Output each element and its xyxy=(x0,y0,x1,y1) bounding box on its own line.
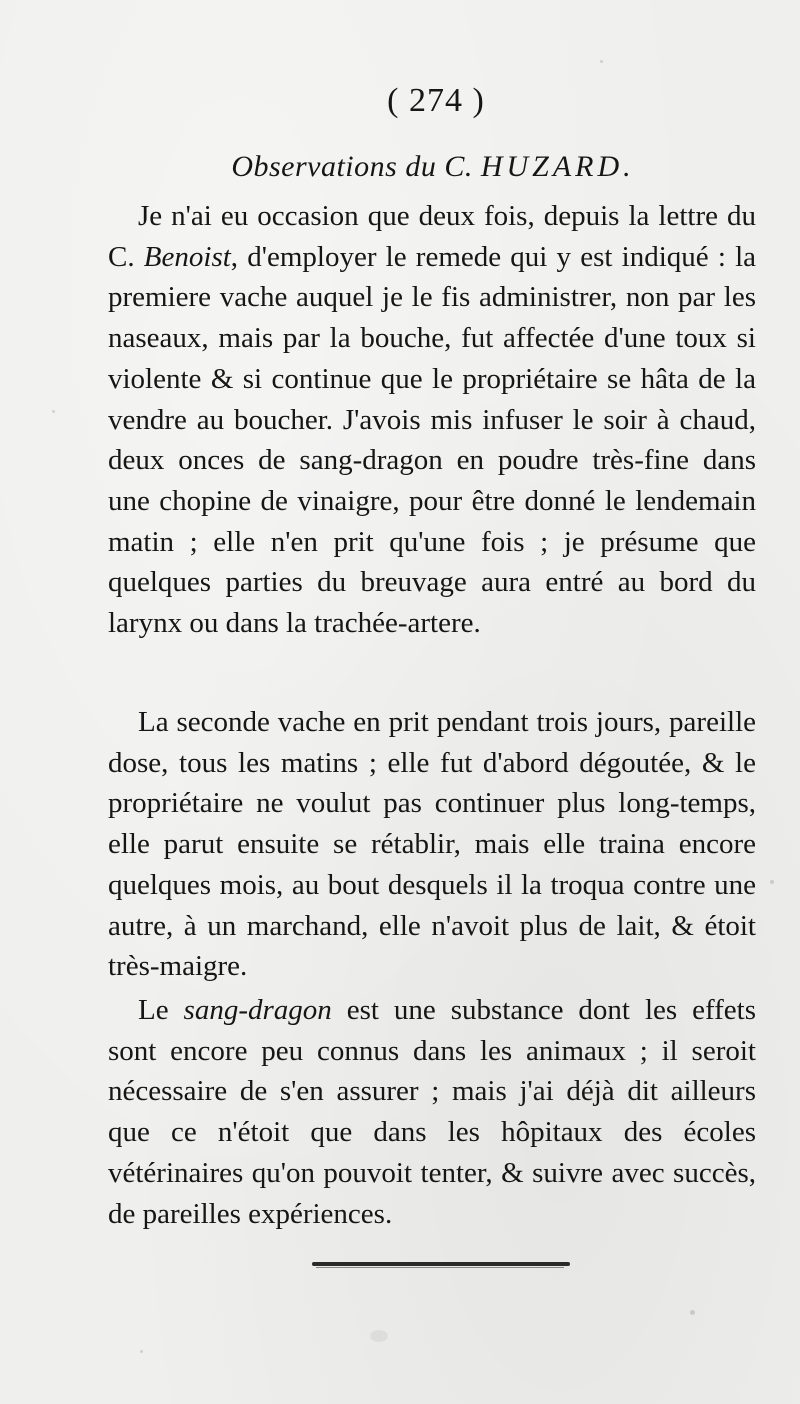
paper-speck xyxy=(690,1310,695,1315)
paragraph-text-before: Je n'ai eu occasion que deux fois, depuis la lettre du C. xyxy=(108,200,756,273)
paragraph-text-after: est une substance dont les effets sont encore peu connus dans les animaux ; il seroit nécessaire de s'en assurer ; mais j'ai déjà dit ailleurs que ce n'étoit que dans les hôpitaux des écoles vétérinaires qu'on pouvoit tenter, & suivre avec succès, de pareilles expériences. xyxy=(108,994,756,1230)
heading-prefix: Observations du C. xyxy=(231,150,473,183)
paragraph-text-before: La seconde vache en prit pendant trois jours, pareille dose, tous les matins ; elle fut d'abord dégoutée, & le propriétaire ne voulut pas continuer plus long-temps, elle parut ensuite se rétablir, mais elle traina encore quelques mois, au bout desquels il la troqua contre une autre, à un marchand, elle n'avoit plus de lait, & étoit très-maigre. xyxy=(108,706,756,983)
paragraph-italic: Benoist xyxy=(143,240,231,273)
paper-speck xyxy=(140,1350,143,1353)
paragraph-italic: sang-dragon xyxy=(183,994,332,1026)
heading-author: HUZARD. xyxy=(480,150,635,183)
section-heading xyxy=(0,150,800,184)
paper-speck xyxy=(770,880,774,884)
paragraph-text-after: , d'employer le remede qui y est indiqué : la premiere vache auquel je le fis administrer, non par les naseaux, mais par la bouche, fut affectée d'une toux si violente & si continue que le propriétaire se hâta de la vendre au boucher. J'avois mis infuser le soir à chaud, deux onces de sang-dragon en poudre très-fine dans une chopine de vinaigre, pour être donné le lendemain matin ; elle n'en prit qu'une fois ; je présume que quelques parties du breuvage aura entré au bord du larynx ou dans la trachée-artere. xyxy=(108,240,757,640)
paragraph-3 xyxy=(108,990,756,1234)
paragraph-text xyxy=(108,196,756,644)
paragraph-text xyxy=(108,702,756,987)
paper-speck xyxy=(370,1330,388,1342)
paragraph-2 xyxy=(108,702,756,987)
paragraph-text xyxy=(108,990,756,1234)
paper-speck xyxy=(600,60,603,63)
closing-rule xyxy=(312,1262,570,1266)
paper-speck xyxy=(52,410,55,413)
page-number: ( 274 ) xyxy=(387,82,485,119)
paragraph-text-before: Le xyxy=(138,994,184,1026)
paragraph-1 xyxy=(108,196,756,644)
